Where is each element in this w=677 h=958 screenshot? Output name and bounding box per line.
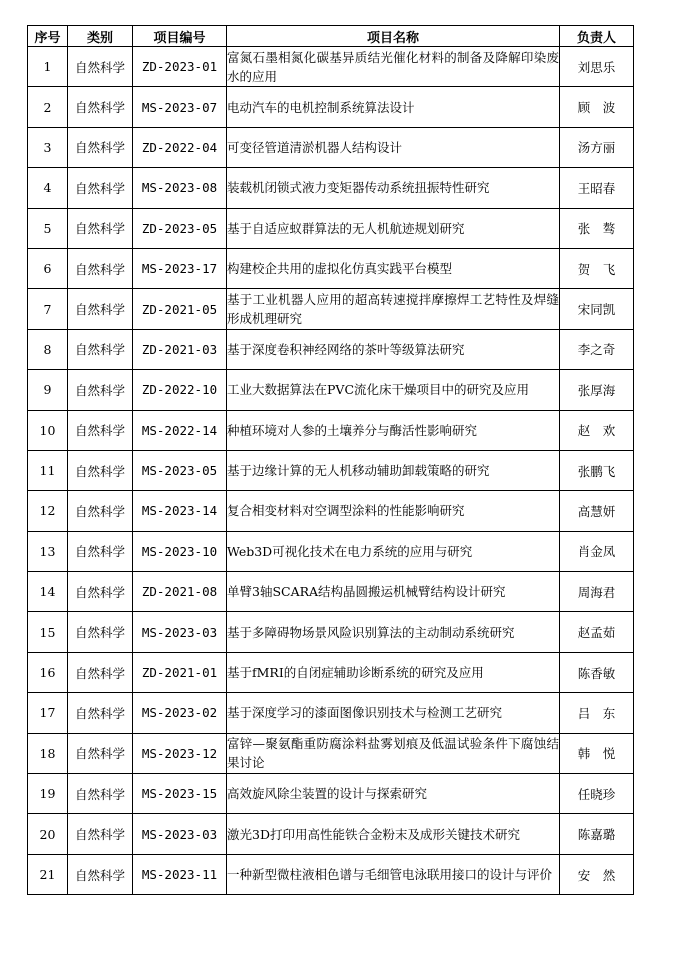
cell-no: 1: [28, 47, 68, 87]
table-row: [28, 733, 634, 773]
cell-category: 自然科学: [68, 652, 133, 692]
cell-code: MS-2023-02: [133, 693, 227, 733]
cell-category: 自然科学: [68, 854, 133, 894]
cell-code: ZD-2022-10: [133, 370, 227, 410]
cell-project-name: 基于边缘计算的无人机移动辅助卸载策略的研究: [227, 450, 560, 490]
cell-code: MS-2023-07: [133, 87, 227, 127]
cell-category: 自然科学: [68, 208, 133, 248]
cell-no: 11: [28, 450, 68, 490]
cell-category: 自然科学: [68, 612, 133, 652]
table-row: [28, 87, 634, 127]
cell-owner: 张 骜: [560, 208, 634, 248]
cell-code: MS-2022-14: [133, 410, 227, 450]
cell-category: 自然科学: [68, 329, 133, 369]
cell-no: 18: [28, 733, 68, 773]
cell-no: 8: [28, 329, 68, 369]
cell-no: 6: [28, 248, 68, 288]
table-row: [28, 491, 634, 531]
cell-owner: 安 然: [560, 854, 634, 894]
cell-code: MS-2023-11: [133, 854, 227, 894]
cell-code: ZD-2022-04: [133, 127, 227, 167]
cell-project-name: Web3D可视化技术在电力系统的应用与研究: [227, 531, 560, 571]
cell-no: 17: [28, 693, 68, 733]
table-row: [28, 47, 634, 87]
cell-project-name: 基于深度学习的漆面图像识别技术与检测工艺研究: [227, 693, 560, 733]
project-table: [27, 25, 634, 895]
header-row: [28, 26, 634, 47]
cell-category: 自然科学: [68, 87, 133, 127]
table-row: [28, 410, 634, 450]
cell-no: 14: [28, 572, 68, 612]
cell-category: 自然科学: [68, 491, 133, 531]
cell-no: 4: [28, 168, 68, 208]
cell-code: MS-2023-03: [133, 612, 227, 652]
cell-category: 自然科学: [68, 814, 133, 854]
cell-category: 自然科学: [68, 572, 133, 612]
cell-category: 自然科学: [68, 733, 133, 773]
table-row: [28, 329, 634, 369]
cell-project-name: 工业大数据算法在PVC流化床干燥项目中的研究及应用: [227, 370, 560, 410]
cell-code: ZD-2021-03: [133, 329, 227, 369]
cell-code: MS-2023-03: [133, 814, 227, 854]
cell-owner: 吕 东: [560, 693, 634, 733]
table-row: [28, 289, 634, 329]
cell-category: 自然科学: [68, 370, 133, 410]
cell-code: MS-2023-15: [133, 774, 227, 814]
table-row: [28, 450, 634, 490]
cell-owner: 李之奇: [560, 329, 634, 369]
table-row: [28, 248, 634, 288]
cell-owner: 赵孟茹: [560, 612, 634, 652]
cell-owner: 周海君: [560, 572, 634, 612]
cell-project-name: 单臂3轴SCARA结构晶圆搬运机械臂结构设计研究: [227, 572, 560, 612]
cell-owner: 任晓珍: [560, 774, 634, 814]
table-row: [28, 572, 634, 612]
cell-code: MS-2023-12: [133, 733, 227, 773]
cell-project-name: 构建校企共用的虚拟化仿真实践平台模型: [227, 248, 560, 288]
cell-owner: 贺 飞: [560, 248, 634, 288]
cell-project-name: 基于自适应蚁群算法的无人机航迹规划研究: [227, 208, 560, 248]
cell-category: 自然科学: [68, 774, 133, 814]
cell-project-name: 激光3D打印用高性能铁合金粉末及成形关键技术研究: [227, 814, 560, 854]
table-row: [28, 370, 634, 410]
table-body: [28, 47, 634, 895]
cell-no: 20: [28, 814, 68, 854]
cell-no: 16: [28, 652, 68, 692]
table-row: [28, 531, 634, 571]
header-owner: 负责人: [560, 26, 634, 47]
cell-category: 自然科学: [68, 168, 133, 208]
cell-project-name: 基于fMRI的自闭症辅助诊断系统的研究及应用: [227, 652, 560, 692]
table-row: [28, 652, 634, 692]
cell-code: MS-2023-14: [133, 491, 227, 531]
table-row: [28, 168, 634, 208]
table-row: [28, 774, 634, 814]
cell-project-name: 高效旋风除尘装置的设计与探索研究: [227, 774, 560, 814]
cell-no: 9: [28, 370, 68, 410]
cell-project-name: 富锌—聚氨酯重防腐涂料盐雾划痕及低温试验条件下腐蚀结果讨论: [227, 733, 560, 773]
cell-owner: 张厚海: [560, 370, 634, 410]
header-code: 项目编号: [133, 26, 227, 47]
cell-owner: 汤方丽: [560, 127, 634, 167]
cell-project-name: 可变径管道清淤机器人结构设计: [227, 127, 560, 167]
cell-category: 自然科学: [68, 450, 133, 490]
cell-no: 12: [28, 491, 68, 531]
cell-owner: 陈香敏: [560, 652, 634, 692]
cell-project-name: 种植环境对人参的土壤养分与酶活性影响研究: [227, 410, 560, 450]
cell-owner: 韩 悦: [560, 733, 634, 773]
cell-project-name: 基于工业机器人应用的超高转速搅拌摩擦焊工艺特性及焊缝形成机理研究: [227, 289, 560, 329]
cell-category: 自然科学: [68, 531, 133, 571]
cell-code: ZD-2023-05: [133, 208, 227, 248]
cell-no: 2: [28, 87, 68, 127]
cell-owner: 张鹏飞: [560, 450, 634, 490]
cell-no: 10: [28, 410, 68, 450]
cell-project-name: 装载机闭锁式液力变矩器传动系统扭振特性研究: [227, 168, 560, 208]
cell-category: 自然科学: [68, 127, 133, 167]
cell-category: 自然科学: [68, 289, 133, 329]
cell-category: 自然科学: [68, 248, 133, 288]
cell-project-name: 基于深度卷积神经网络的茶叶等级算法研究: [227, 329, 560, 369]
cell-category: 自然科学: [68, 693, 133, 733]
table-row: [28, 814, 634, 854]
table-row: [28, 208, 634, 248]
header-category: 类别: [68, 26, 133, 47]
header-name: 项目名称: [227, 26, 560, 47]
cell-owner: 顾 波: [560, 87, 634, 127]
cell-owner: 宋同凯: [560, 289, 634, 329]
table-row: [28, 127, 634, 167]
cell-owner: 陈嘉璐: [560, 814, 634, 854]
cell-no: 19: [28, 774, 68, 814]
cell-no: 21: [28, 854, 68, 894]
cell-project-name: 一种新型微柱液相色谱与毛细管电泳联用接口的设计与评价: [227, 854, 560, 894]
table-row: [28, 612, 634, 652]
cell-project-name: 基于多障碍物场景风险识别算法的主动制动系统研究: [227, 612, 560, 652]
cell-owner: 高慧妍: [560, 491, 634, 531]
cell-no: 15: [28, 612, 68, 652]
table-row: [28, 854, 634, 894]
cell-category: 自然科学: [68, 410, 133, 450]
cell-no: 5: [28, 208, 68, 248]
cell-code: MS-2023-05: [133, 450, 227, 490]
cell-code: ZD-2023-01: [133, 47, 227, 87]
cell-project-name: 富氮石墨相氮化碳基异质结光催化材料的制备及降解印染废水的应用: [227, 47, 560, 87]
cell-code: ZD-2021-01: [133, 652, 227, 692]
cell-category: 自然科学: [68, 47, 133, 87]
cell-project-name: 复合相变材料对空调型涂料的性能影响研究: [227, 491, 560, 531]
cell-code: MS-2023-17: [133, 248, 227, 288]
cell-project-name: 电动汽车的电机控制系统算法设计: [227, 87, 560, 127]
cell-owner: 赵 欢: [560, 410, 634, 450]
cell-no: 13: [28, 531, 68, 571]
cell-no: 7: [28, 289, 68, 329]
cell-code: MS-2023-10: [133, 531, 227, 571]
cell-owner: 王昭春: [560, 168, 634, 208]
header-no: 序号: [28, 26, 68, 47]
cell-code: ZD-2021-05: [133, 289, 227, 329]
cell-owner: 刘思乐: [560, 47, 634, 87]
cell-no: 3: [28, 127, 68, 167]
cell-code: MS-2023-08: [133, 168, 227, 208]
table-row: [28, 693, 634, 733]
cell-code: ZD-2021-08: [133, 572, 227, 612]
cell-owner: 肖金凤: [560, 531, 634, 571]
